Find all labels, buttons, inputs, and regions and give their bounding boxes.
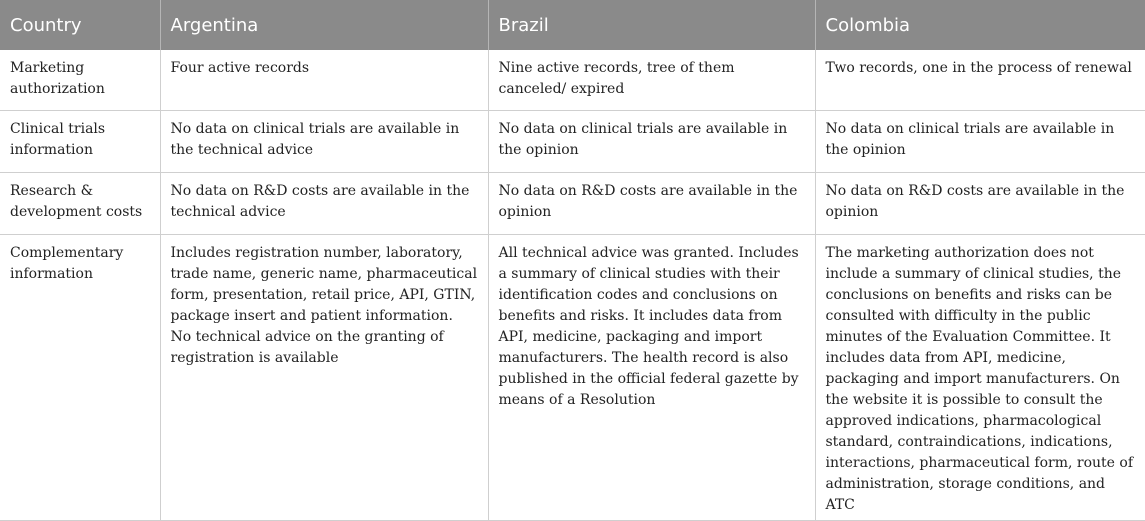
cell-argentina: Four active records [160,50,488,111]
table-row [0,235,1145,521]
table-row [0,50,1145,111]
cell-brazil: No data on R&D costs are available in the opinion [488,173,815,235]
cell-colombia: Two records, one in the process of renewal [815,50,1145,111]
cell-argentina: No data on R&D costs are available in the technical advice [160,173,488,235]
cell-colombia: No data on R&D costs are available in the opinion [815,173,1145,235]
header-brazil: Brazil [488,0,815,50]
cell-colombia: The marketing authorization does not include a summary of clinical studies, the conclusions on benefits and risks can be consulted with difficulty in the public minutes of the Evaluation Committee. It includes data from API, medicine, packaging and import manufacturers. On the website it is possible to consult the approved indications, pharmacological standard, contraindications, indications, interactions, pharmaceutical form, route of administration, storage conditions, and ATC [815,235,1145,521]
table-row [0,111,1145,173]
table-body [0,50,1145,521]
row-label: Research & development costs [0,173,160,235]
cell-brazil: Nine active records, tree of them canceled/ expired [488,50,815,111]
row-label: Marketing authorization [0,50,160,111]
row-label: Complementary information [0,235,160,521]
header-country: Country [0,0,160,50]
table-row [0,173,1145,235]
header-argentina: Argentina [160,0,488,50]
cell-brazil: No data on clinical trials are available in the opinion [488,111,815,173]
cell-brazil: All technical advice was granted. Includes a summary of clinical studies with their identification codes and conclusions on benefits and risks. It includes data from API, medicine, packaging and import manufacturers. The health record is also published in the official federal gazette by means of a Resolution [488,235,815,521]
cell-argentina: No data on clinical trials are available in the technical advice [160,111,488,173]
cell-colombia: No data on clinical trials are available in the opinion [815,111,1145,173]
header-row [0,0,1145,50]
header-colombia: Colombia [815,0,1145,50]
table-header [0,0,1145,50]
row-label: Clinical trials information [0,111,160,173]
cell-argentina: Includes registration number, laboratory, trade name, generic name, pharmaceutical form, presentation, retail price, API, GTIN, package insert and patient information. No technical advice on the granting of registration is available [160,235,488,521]
